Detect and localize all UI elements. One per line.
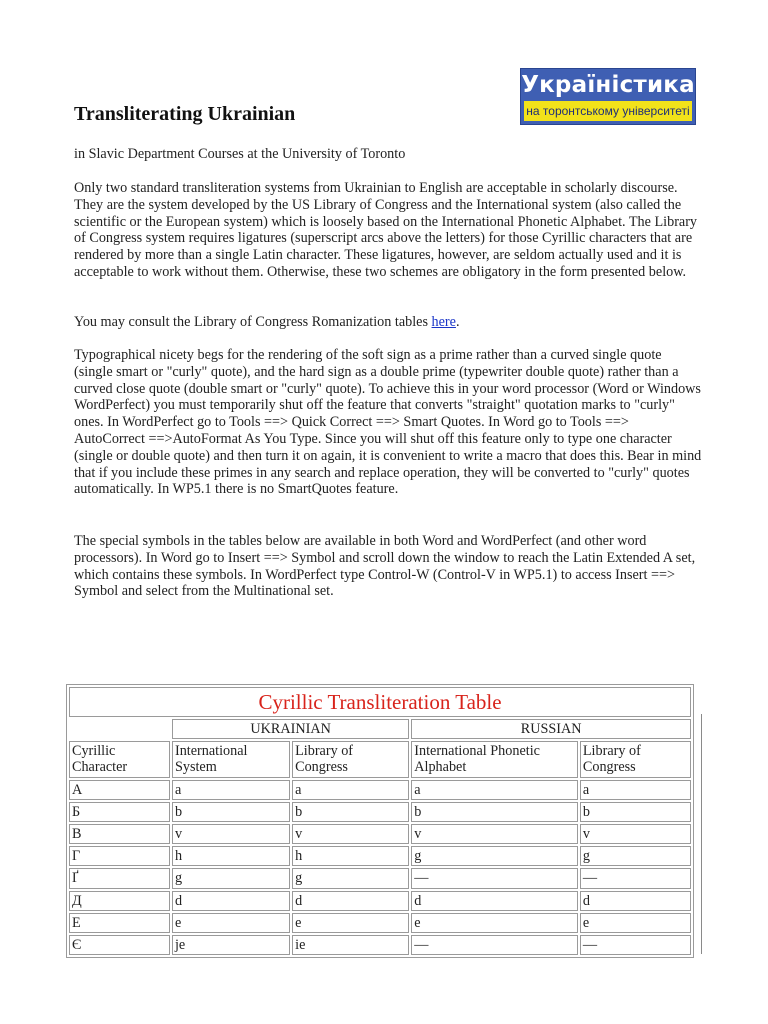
loc-russian-cell: b — [580, 802, 691, 822]
table-row — [69, 913, 691, 933]
loc-ukrainian-cell: e — [292, 913, 409, 933]
ipa-cell: e — [411, 913, 578, 933]
loc-ukrainian-cell: b — [292, 802, 409, 822]
logo-subtitle: на торонтському університеті — [524, 101, 692, 121]
cyrillic-cell: Є — [69, 935, 170, 955]
table-group-row — [69, 719, 691, 739]
loc-russian-cell: v — [580, 824, 691, 844]
header-ipa: International Phonetic Alphabet — [411, 741, 578, 777]
loc-ukrainian-cell: v — [292, 824, 409, 844]
header-loc-ukrainian: Library of Congress — [292, 741, 409, 777]
international-cell: g — [172, 868, 290, 888]
consult-period: . — [455, 314, 460, 330]
international-cell: je — [172, 935, 290, 955]
ipa-cell: v — [411, 824, 578, 844]
table-title: Cyrillic Transliteration Table — [69, 687, 691, 717]
table-row — [69, 802, 691, 822]
header-loc-russian: Library of Congress — [580, 741, 691, 777]
loc-ukrainian-cell: ie — [292, 935, 409, 955]
loc-ukrainian-cell: d — [292, 891, 409, 911]
international-cell: d — [172, 891, 290, 911]
here-link[interactable]: here — [431, 314, 456, 330]
page-subtitle: in Slavic Department Courses at the University of Toronto — [74, 146, 406, 162]
group-ukrainian: UKRAINIAN — [172, 719, 409, 739]
table-row — [69, 780, 691, 800]
cyrillic-cell: Б — [69, 802, 170, 822]
loc-russian-cell: a — [580, 780, 691, 800]
ipa-cell: b — [411, 802, 578, 822]
header-international: International System — [172, 741, 290, 777]
cyrillic-cell: А — [69, 780, 170, 800]
cyrillic-cell: В — [69, 824, 170, 844]
ipa-cell: d — [411, 891, 578, 911]
ukrainistyka-logo[interactable] — [520, 68, 696, 125]
consult-paragraph — [74, 314, 702, 331]
header-cyrillic: Cyrillic Character — [69, 741, 170, 777]
table-title-row — [69, 687, 691, 717]
loc-russian-cell: — — [580, 935, 691, 955]
table-row — [69, 935, 691, 955]
ipa-cell: — — [411, 868, 578, 888]
ipa-cell: a — [411, 780, 578, 800]
cyrillic-cell: Г — [69, 846, 170, 866]
international-cell: h — [172, 846, 290, 866]
special-symbols-paragraph: The special symbols in the tables below are available in both Word and WordPerfect (and other word processors). In Word go to Insert ==> Symbol and scroll down the window to reach the Latin Extended A set, which contains these symbols. In WordPerfect type Control-W (Control-V in WP5.1) to access Insert ==> Symbol and select from the Multinational set. — [74, 533, 696, 600]
consult-text: You may consult the Library of Congress Romanization tables — [74, 314, 432, 330]
cyrillic-cell: Д — [69, 891, 170, 911]
loc-ukrainian-cell: g — [292, 868, 409, 888]
cyrillic-cell: Е — [69, 913, 170, 933]
table-right-edge — [701, 714, 702, 954]
logo-title: Україністика — [521, 72, 695, 98]
loc-ukrainian-cell: a — [292, 780, 409, 800]
international-cell: a — [172, 780, 290, 800]
table-row — [69, 824, 691, 844]
loc-russian-cell: — — [580, 868, 691, 888]
loc-russian-cell: g — [580, 846, 691, 866]
loc-russian-cell: d — [580, 891, 691, 911]
typography-paragraph: Typographical nicety begs for the rendering of the soft sign as a prime rather than a curved single quote (single smart or "curly" quote), and the hard sign as a double prime (typewriter double quote) rather than a curved close quote (double smart or "curly" quote). To achieve this in your word processor (Word or Windows WordPerfect) you must temporarily shut off the feature that converts "straight" quotation marks to "curly" ones. In WordPerfect go to Tools ==> Quick Correct ==> Smart Quotes. In Word go to Tools ==> AutoCorrect ==>AutoFormat As You Type. Since you will shut off this feature only to type one character (single or double quote) and then turn it on again, it is convenient to write a macro that does this. Bear in mind that if you include these primes in any search and replace operation, they will be converted to "curly" quotes automatically. In WP5.1 there is no SmartQuotes feature. — [74, 347, 702, 498]
ipa-cell: g — [411, 846, 578, 866]
page-title: Transliterating Ukrainian — [74, 103, 296, 125]
international-cell: e — [172, 913, 290, 933]
table-row — [69, 846, 691, 866]
ipa-cell: — — [411, 935, 578, 955]
table-row — [69, 868, 691, 888]
table-header-row — [69, 741, 691, 777]
international-cell: v — [172, 824, 290, 844]
group-russian: RUSSIAN — [411, 719, 691, 739]
loc-ukrainian-cell: h — [292, 846, 409, 866]
loc-russian-cell: e — [580, 913, 691, 933]
transliteration-table — [66, 684, 694, 958]
international-cell: b — [172, 802, 290, 822]
group-blank-cell — [69, 719, 170, 739]
intro-paragraph: Only two standard transliteration systems from Ukrainian to English are acceptable in scholarly discourse. They are the system developed by the US Library of Congress and the International system (also called the scientific or the European system) which is loosely based on the International Phonetic Alphabet. The Library of Congress system requires ligatures (superscript arcs above the letters) for those Cyrillic characters that are rendered by more than a single Latin character. These ligatures, however, are seldom actually used and it is acceptable to work without them. Otherwise, these two schemes are obligatory in the form presented below. — [74, 180, 698, 280]
cyrillic-cell: Ґ — [69, 868, 170, 888]
table-row — [69, 891, 691, 911]
